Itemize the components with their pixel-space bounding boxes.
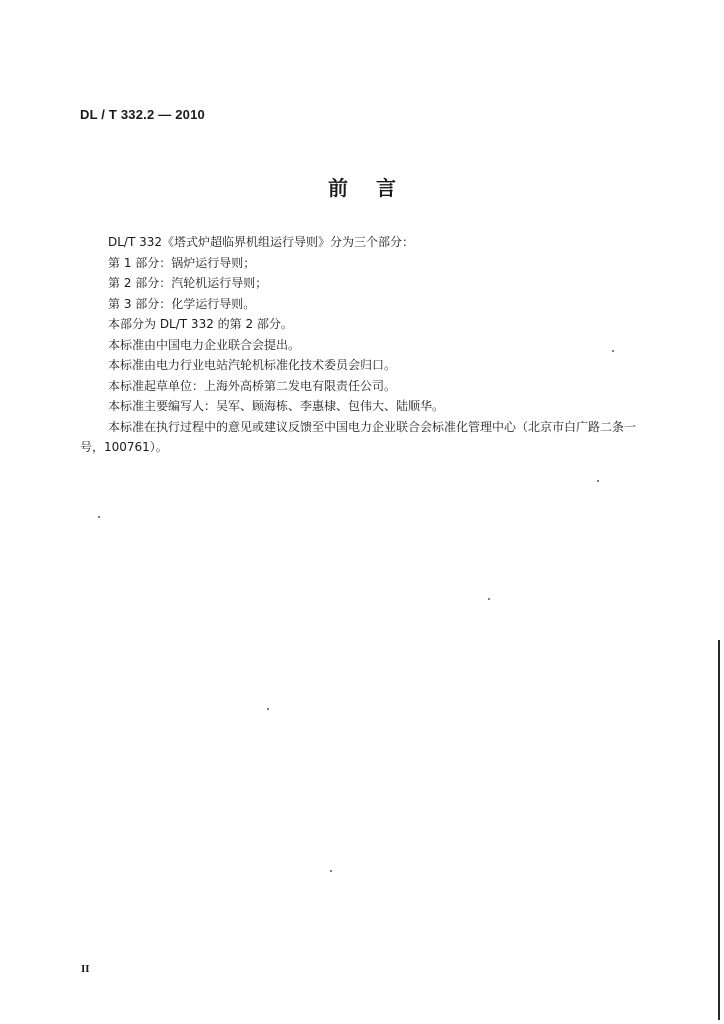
page-title: 前言 [328, 176, 424, 200]
paragraph-part-1: 第 1 部分：锅炉运行导则； [108, 255, 256, 270]
scan-speck [98, 516, 100, 518]
paragraph-part-3: 第 3 部分：化学运行导则。 [108, 296, 256, 311]
paragraph-feedback: 本标准在执行过程中的意见或建议反馈至中国电力企业联合会标准化管理中心（北京市白广路二条一号，100761）。 [80, 419, 637, 454]
paragraph-authors: 本标准主要编写人：吴军、顾海栋、李惠棣、包伟大、陆顺华。 [108, 399, 445, 413]
page-number: II [81, 963, 90, 975]
scan-speck [267, 708, 269, 710]
scan-speck [488, 598, 490, 600]
preface-body [80, 232, 655, 458]
scan-speck [612, 350, 614, 352]
paragraph-part-2: 第 2 部分：汽轮机运行导则； [108, 276, 268, 290]
scan-speck [597, 480, 599, 482]
scan-edge-line [718, 640, 720, 1020]
document-code: DL / T 332.2 — 2010 [80, 107, 205, 122]
paragraph-parts-intro: DL/T 332《塔式炉超临界机组运行导则》分为三个部分： [108, 235, 415, 249]
paragraph-this-part: 本部分为 DL/T 332 的第 2 部分。 [108, 317, 293, 331]
paragraph-drafting-unit: 本标准起草单位：上海外高桥第二发电有限责任公司。 [108, 378, 397, 393]
paragraph-committee: 本标准由电力行业电站汽轮机标准化技术委员会归口。 [108, 358, 397, 372]
scan-speck [330, 870, 332, 872]
paragraph-proposer: 本标准由中国电力企业联合会提出。 [108, 337, 301, 352]
